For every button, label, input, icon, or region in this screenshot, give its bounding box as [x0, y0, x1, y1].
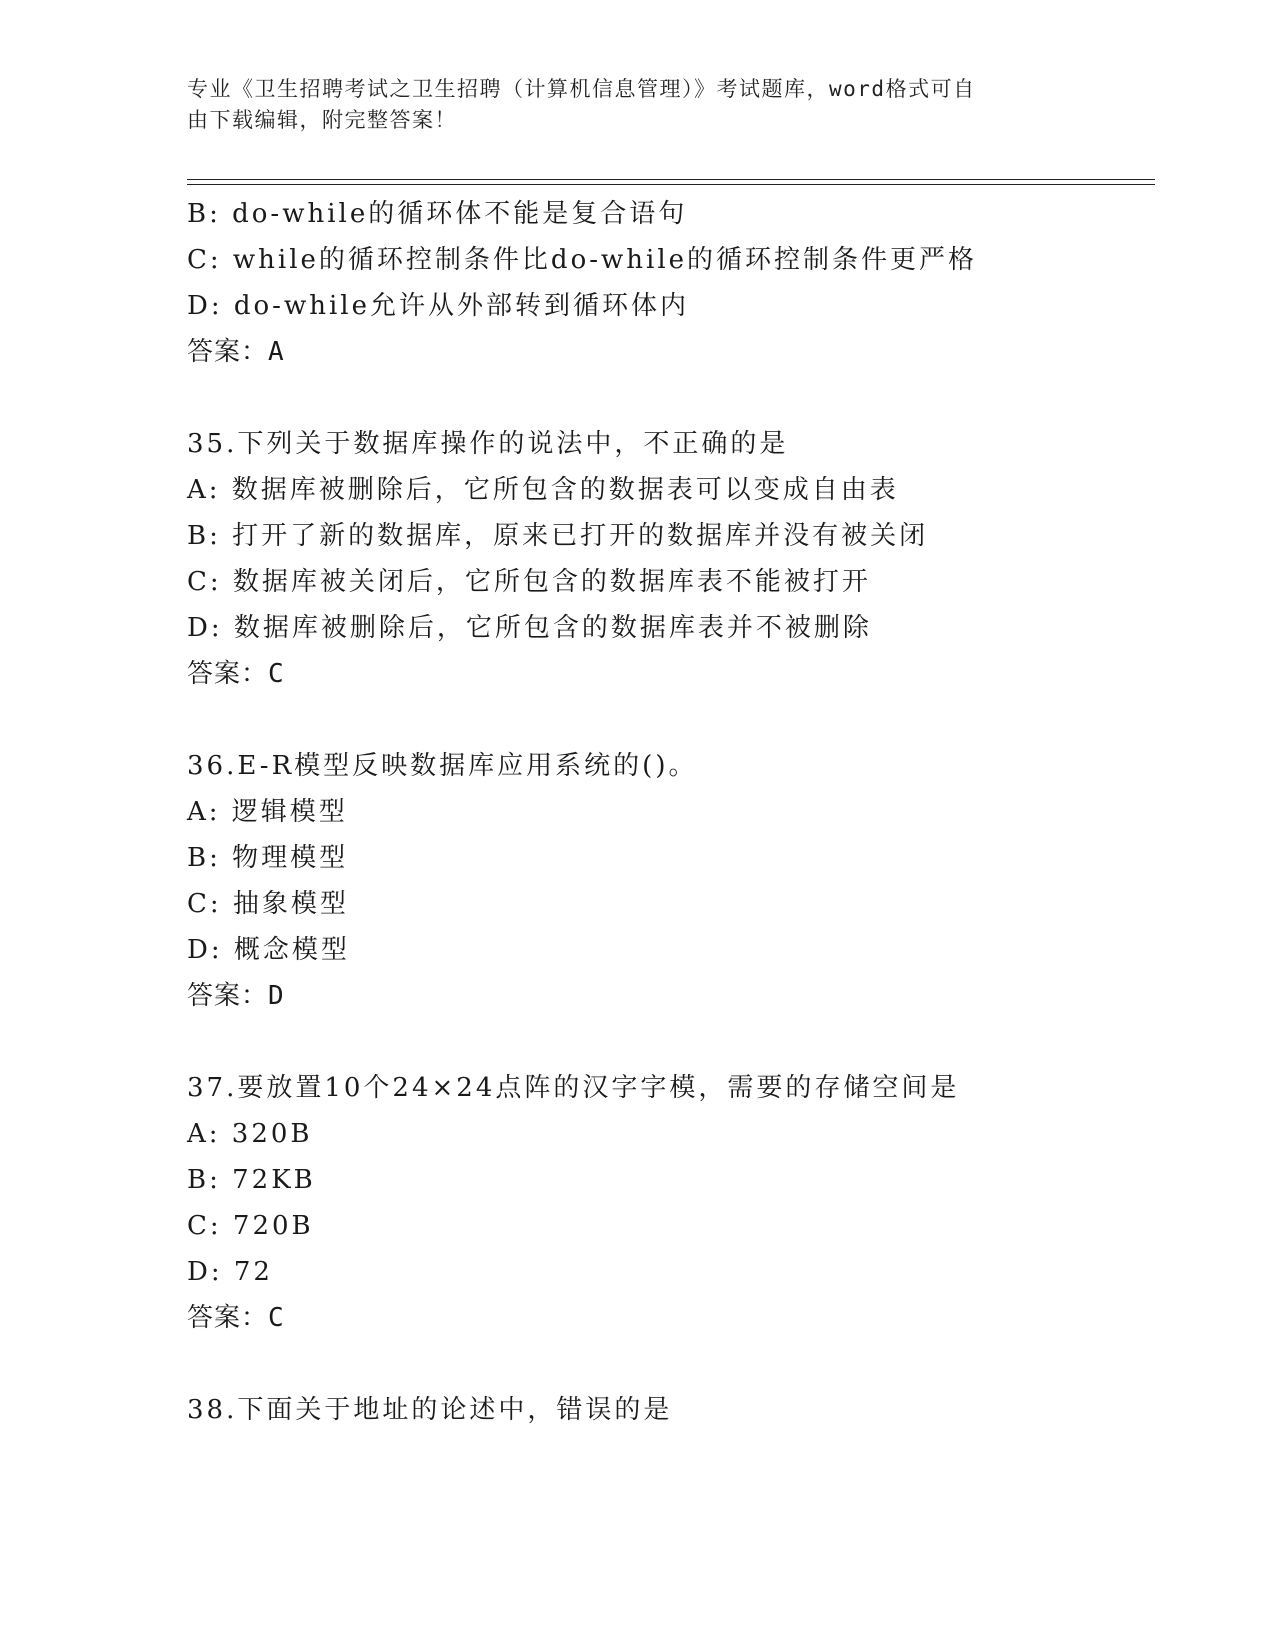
question-stem: 37.要放置10个24×24点阵的汉字字模，需要的存储空间是: [187, 1073, 960, 1103]
option-c: C: 数据库被关闭后，它所包含的数据库表不能被打开: [187, 567, 871, 597]
option-b: B: 打开了新的数据库，原来已打开的数据库并没有被关闭: [187, 521, 929, 551]
header-line-1: 专业《卫生招聘考试之卫生招聘（计算机信息管理）》考试题库，word格式可自: [187, 77, 976, 101]
option-d: D: 72: [187, 1257, 273, 1287]
option-c: C: 720B: [187, 1211, 314, 1241]
answer: 答案：C: [187, 659, 285, 689]
question-list: [187, 191, 1155, 1433]
question-stem: 35.下列关于数据库操作的说法中，不正确的是: [187, 429, 789, 459]
option-a: A: 数据库被删除后，它所包含的数据表可以变成自由表: [187, 475, 899, 505]
question-stem: 36.E-R模型反映数据库应用系统的()。: [187, 751, 698, 781]
option-b: B: 72KB: [187, 1165, 316, 1195]
header-line-2: 由下载编辑，附完整答案！: [187, 108, 457, 132]
spacer: [187, 1341, 1155, 1387]
option-c: C: while的循环控制条件比do-while的循环控制条件更严格: [187, 245, 978, 275]
header-divider-top: [187, 179, 1155, 180]
question-37: [187, 1065, 1155, 1341]
question-35: [187, 421, 1155, 697]
option-a: A: 320B: [187, 1119, 313, 1149]
option-d: D: do-while允许从外部转到循环体内: [187, 291, 689, 321]
question-38: [187, 1387, 1155, 1433]
header-divider-bottom: [187, 184, 1155, 185]
answer: 答案：D: [187, 981, 285, 1011]
option-c: C: 抽象模型: [187, 889, 349, 919]
option-d: D: 数据库被删除后，它所包含的数据库表并不被删除: [187, 613, 872, 643]
answer: 答案：A: [187, 337, 285, 367]
document-header: [187, 74, 1067, 136]
question-36: [187, 743, 1155, 1019]
option-b: B: 物理模型: [187, 843, 349, 873]
question-stem: 38.下面关于地址的论述中，错误的是: [187, 1395, 673, 1425]
answer: 答案：C: [187, 1303, 285, 1333]
option-d: D: 概念模型: [187, 935, 350, 965]
spacer: [187, 697, 1155, 743]
question-34-continued: [187, 191, 1155, 375]
spacer: [187, 1019, 1155, 1065]
option-b: B: do-while的循环体不能是复合语句: [187, 199, 688, 229]
option-a: A: 逻辑模型: [187, 797, 348, 827]
spacer: [187, 375, 1155, 421]
